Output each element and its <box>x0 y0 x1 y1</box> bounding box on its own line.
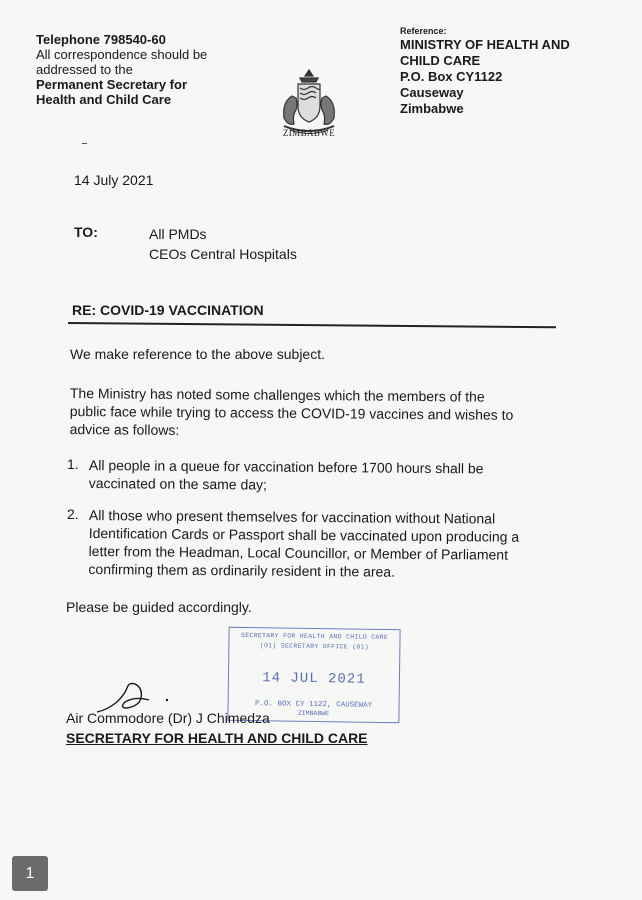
body-paragraph <box>70 384 514 442</box>
address-line-5: Zimbabwe <box>400 101 464 116</box>
signer-name: Air Commodore (Dr) J Chimedza <box>66 710 270 726</box>
recipient-item: CEOs Central Hospitals <box>149 246 297 262</box>
telephone-line: Telephone 798540-60 <box>36 32 166 47</box>
official-stamp <box>227 627 400 723</box>
page-number-badge[interactable]: 1 <box>12 856 48 891</box>
body-paragraph-line: The Ministry has noted some challenges which the members of the <box>69 384 485 405</box>
list-item-line: All people in a queue for vaccination before 1700 hours shall be <box>88 456 484 477</box>
stamp-date: 14 JUL 2021 <box>262 670 366 688</box>
stamp-address: P.O. BOX CY 1122, CAUSEWAY <box>255 700 373 710</box>
list-item-line: Identification Cards or Passport shall be vaccinated upon producing a <box>88 524 520 545</box>
closing-line: Please be guided accordingly. <box>66 599 252 615</box>
correspondence-line-2: addressed to the <box>36 62 133 77</box>
correspondence-line-3: Permanent Secretary for <box>36 77 188 92</box>
address-line-4: Causeway <box>400 85 464 100</box>
list-item-line: All those who present themselves for vaccination without National <box>88 506 496 527</box>
subject-line: RE: COVID-19 VACCINATION <box>72 302 264 318</box>
letter-date: 14 July 2021 <box>74 172 154 188</box>
intro-paragraph: We make reference to the above subject. <box>70 346 325 362</box>
stamp-country: ZIMBABWE <box>297 709 330 718</box>
address-line-1: MINISTRY OF HEALTH AND <box>400 37 570 52</box>
recipient-item: All PMDs <box>149 226 207 242</box>
mark-dash <box>82 143 87 144</box>
signer-title: SECRETARY FOR HEALTH AND CHILD CARE <box>66 730 368 746</box>
reference-label: Reference: <box>400 26 447 36</box>
to-label: TO: <box>74 224 98 240</box>
subject-rule <box>68 322 556 328</box>
correspondence-line-1: All correspondence should be <box>36 47 208 62</box>
body-paragraph-line: public face while trying to access the COVID-19 vaccines and wishes to <box>69 402 514 423</box>
correspondence-line-4: Health and Child Care <box>36 92 172 107</box>
address-block <box>400 26 630 117</box>
list-item-line: vaccinated on the same day; <box>88 474 268 493</box>
correspondence-block <box>36 32 236 107</box>
address-line-3: P.O. Box CY1122 <box>400 69 503 84</box>
address-line-2: CHILD CARE <box>400 53 481 68</box>
stamp-office: (01) SECRETARY OFFICE (01) <box>259 642 370 651</box>
stamp-title: SECRETARY FOR HEALTH AND CHILD CARE <box>240 631 389 642</box>
list-item-line: confirming them as ordinarily resident in the area. <box>88 560 396 580</box>
list-item <box>88 506 519 582</box>
list-number: 2. <box>67 506 79 522</box>
list-number: 1. <box>67 456 79 472</box>
crest-caption: ZIMBABWE <box>282 128 336 138</box>
list-item <box>89 456 484 495</box>
list-item-line: letter from the Headman, Local Councillor, or Member of Parliament <box>88 542 509 563</box>
body-paragraph-line: advice as follows: <box>69 420 180 438</box>
